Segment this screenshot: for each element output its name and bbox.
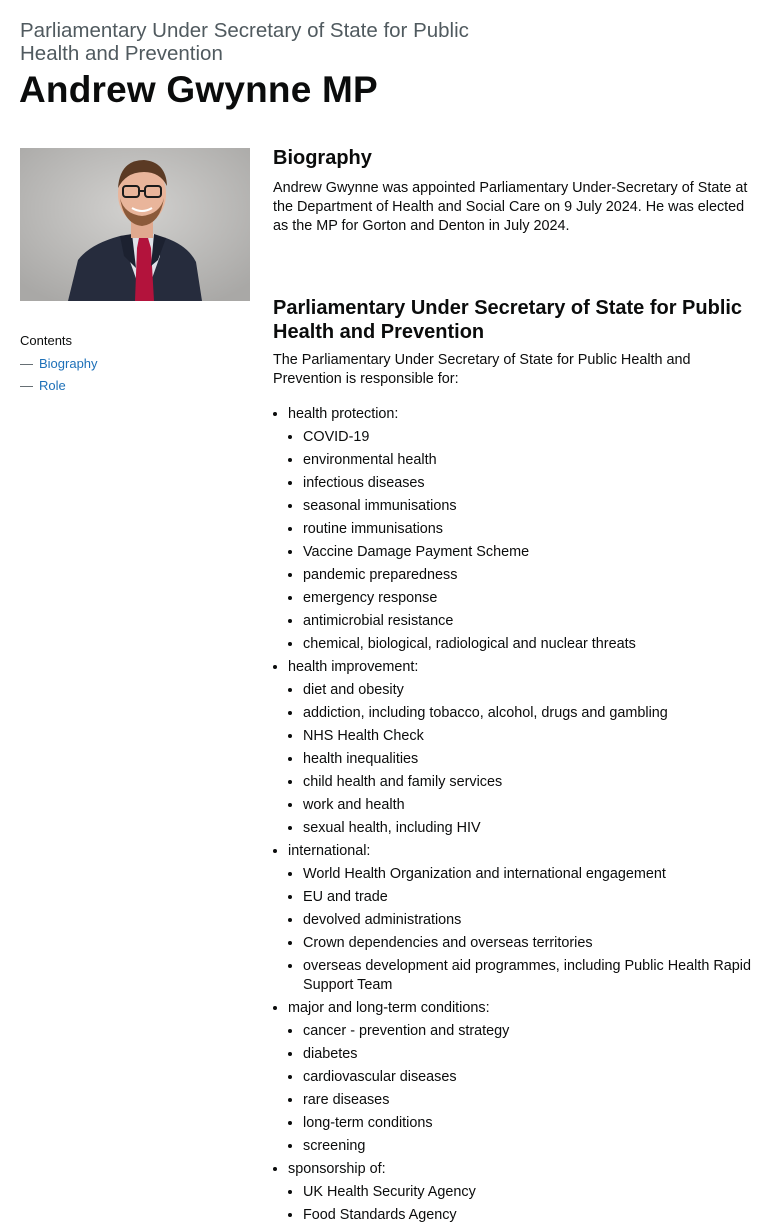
responsibilities-list	[273, 405, 763, 1229]
responsibility-group	[288, 658, 763, 838]
responsibility-sublist	[288, 1022, 763, 1156]
responsibility-item: • seasonal immunisations	[303, 497, 763, 516]
responsibility-sublist	[288, 681, 763, 838]
responsibility-item: • pandemic preparedness	[303, 566, 763, 585]
responsibility-item: • antimicrobial resistance	[303, 612, 763, 631]
responsibility-item: • infectious diseases	[303, 474, 763, 493]
responsibility-sublist	[288, 865, 763, 995]
responsibility-item: • long-term conditions	[303, 1114, 763, 1133]
responsibility-item: • work and health	[303, 796, 763, 815]
responsibility-item: • Vaccine Damage Payment Scheme	[303, 543, 763, 562]
responsibility-item: • routine immunisations	[303, 520, 763, 539]
responsibility-item: • overseas development aid programmes, including Public Health Rapid Support Team	[303, 957, 763, 995]
page-title: Andrew Gwynne MP	[19, 69, 378, 110]
biography-text: Andrew Gwynne was appointed Parliamentary Under-Secretary of State at the Department of Health and Social Care on 9 July 2024. He was elected as the MP for Gorton and Denton in July 2024.	[273, 180, 748, 234]
responsibility-group-label: health protection:	[288, 406, 399, 422]
responsibility-group-label: health improvement:	[288, 659, 419, 675]
contents-link-role[interactable]: Role	[39, 378, 66, 393]
contents-item-role	[20, 375, 240, 397]
responsibility-item: • EU and trade	[303, 888, 763, 907]
contents-item-biography	[20, 353, 240, 375]
contents-list	[20, 353, 240, 397]
responsibility-item: • sexual health, including HIV	[303, 819, 763, 838]
responsibility-item: • addiction, including tobacco, alcohol, drugs and gambling	[303, 704, 763, 723]
responsibility-item: • screening	[303, 1137, 763, 1156]
responsibility-item: • chemical, biological, radiological and nuclear threats	[303, 635, 763, 654]
responsibility-group	[288, 405, 763, 654]
contents-link-biography[interactable]: Biography	[39, 356, 98, 371]
responsibility-item: • diet and obesity	[303, 681, 763, 700]
responsibility-item: • NHS Health Check	[303, 727, 763, 746]
responsibility-item: • emergency response	[303, 589, 763, 608]
role-intro: The Parliamentary Under Secretary of State for Public Health and Prevention is responsible for:	[273, 352, 691, 387]
responsibility-item: • diabetes	[303, 1045, 763, 1064]
responsibility-item: • Food Standards Agency	[303, 1206, 763, 1225]
contents-heading: Contents	[20, 333, 73, 348]
responsibility-item: • environmental health	[303, 451, 763, 470]
responsibility-item: • cancer - prevention and strategy	[303, 1022, 763, 1041]
responsibility-item: • child health and family services	[303, 773, 763, 792]
responsibility-item: • COVID-19	[303, 428, 763, 447]
responsibility-sublist	[288, 1183, 763, 1225]
responsibility-item: • devolved administrations	[303, 911, 763, 930]
responsibility-group-label: sponsorship of:	[288, 1161, 386, 1177]
responsibility-item: • UK Health Security Agency	[303, 1183, 763, 1202]
responsibility-group	[288, 999, 763, 1156]
dash-icon: —	[20, 378, 33, 393]
portrait-photo	[20, 148, 250, 301]
responsibility-item: • rare diseases	[303, 1091, 763, 1110]
responsibility-group	[288, 842, 763, 995]
page-context: Parliamentary Under Secretary of State for Public Health and Prevention	[20, 19, 469, 65]
contents-nav	[20, 331, 240, 397]
biography-heading: Biography	[273, 147, 372, 169]
role-heading: Parliamentary Under Secretary of State for Public Health and Prevention	[273, 297, 743, 343]
responsibility-item: • World Health Organization and international engagement	[303, 865, 763, 884]
responsibility-group-label: major and long-term conditions:	[288, 1000, 490, 1016]
responsibility-item: • cardiovascular diseases	[303, 1068, 763, 1087]
dash-icon: —	[20, 356, 33, 371]
responsibility-group-label: international:	[288, 843, 371, 859]
responsibility-item: • health inequalities	[303, 750, 763, 769]
responsibility-sublist	[288, 428, 763, 654]
responsibility-group	[288, 1160, 763, 1225]
responsibility-item: • Crown dependencies and overseas territories	[303, 934, 763, 953]
